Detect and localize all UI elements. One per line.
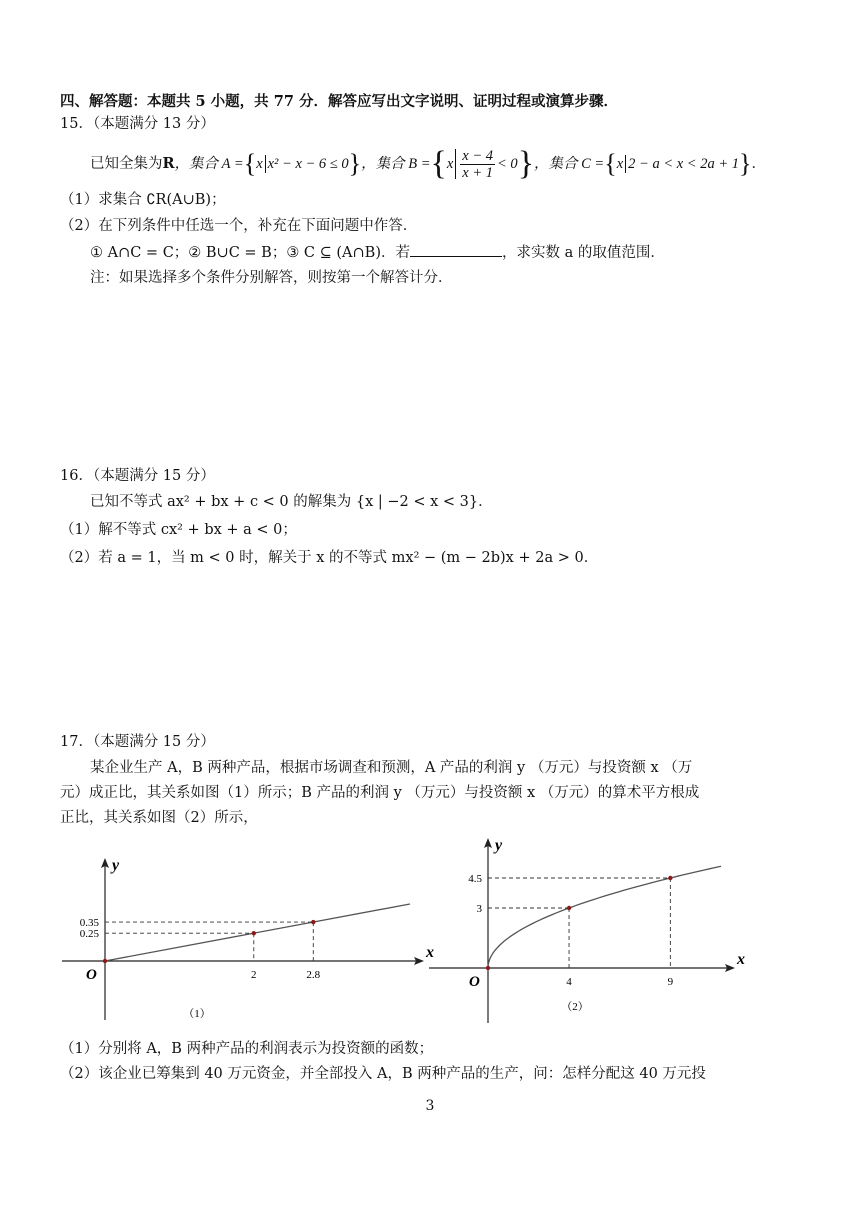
q15-setC-label: ，集合 C = bbox=[534, 156, 605, 172]
q15-stem bbox=[90, 146, 766, 182]
y-axis-label: y bbox=[495, 837, 503, 854]
q17-stem-line3: 正比，其关系如图（2）所示， bbox=[60, 810, 258, 826]
q15-answer-blank bbox=[410, 242, 502, 257]
q15-setA-label: ，集合 A = bbox=[174, 156, 244, 172]
y-tick-label: 4.5 bbox=[468, 873, 482, 885]
q15-part2: （2）在下列条件中任选一个，补充在下面问题中作答． bbox=[60, 218, 418, 234]
y-tick-label: 3 bbox=[476, 903, 482, 915]
q17-part2: （2）该企业已筹集到 40 万元资金，并全部投入 A，B 两种产品的生产，问：怎样分配这 40 万元投 bbox=[60, 1066, 706, 1082]
q17-number: 17．（本题满分 15 分） bbox=[60, 734, 215, 750]
section-header: 四、解答题：本题共 5 小题，共 77 分．解答应写出文字说明、证明过程或演算步骤． bbox=[60, 93, 618, 110]
x-axis-label: x bbox=[426, 944, 434, 961]
q17-stem-line1: 某企业生产 A，B 两种产品，根据市场调查和预测，A 产品的利润 y （万元）与投资额 x （万 bbox=[90, 760, 693, 776]
q15-part1: （1）求集合 ∁R(A∪B)； bbox=[60, 192, 226, 208]
q15-setC: { x 2 − a < x < 2a + 1 } bbox=[604, 149, 752, 178]
q15-conditions bbox=[90, 242, 665, 263]
x-tick-label: 2 bbox=[251, 969, 257, 981]
q16-number: 16．（本题满分 15 分） bbox=[60, 468, 215, 484]
x-tick-label: 9 bbox=[667, 976, 674, 988]
q15-conditions-tail: ，求实数 a 的取值范围． bbox=[501, 245, 665, 261]
page-number: 3 bbox=[425, 1098, 435, 1114]
q15-note: 注：如果选择多个条件分别解答，则按第一个解答计分． bbox=[90, 270, 453, 286]
q16-part1: （1）解不等式 cx² + bx + a < 0； bbox=[60, 522, 297, 538]
profit-curve bbox=[488, 866, 721, 968]
data-point bbox=[668, 876, 672, 880]
profit-line bbox=[105, 904, 410, 961]
figure-1-linear-profit bbox=[60, 855, 434, 1030]
q17-stem-line2: 元）成正比，其关系如图（1）所示；B 产品的利润 y （万元）与投资额 x （万元）的算术平方根成 bbox=[60, 785, 700, 801]
q15-stem-intro: 已知全集为 bbox=[90, 156, 163, 172]
origin-point bbox=[486, 966, 490, 970]
q15-setB: { x $\frac{x - 4}{x + 1}$ < 0 } bbox=[430, 145, 535, 182]
data-point bbox=[567, 906, 571, 910]
q15-setC-body: 2 − a < x < 2a + 1 bbox=[628, 156, 739, 172]
y-tick-label: 0.35 bbox=[79, 917, 99, 930]
q15-end: ． bbox=[751, 156, 766, 172]
figure-caption: （2） bbox=[561, 1001, 589, 1013]
q15-setB-tail: < 0 bbox=[497, 156, 518, 172]
q15-setA-body: x² − x − 6 ≤ 0 bbox=[267, 156, 349, 172]
data-point bbox=[252, 931, 256, 935]
q16-part2: （2）若 a = 1，当 m < 0 时，解关于 x 的不等式 mx² − (m − 2b)x + 2a > 0． bbox=[60, 550, 599, 566]
figure-2-sqrt-profit bbox=[425, 837, 745, 1023]
q15-universal-set: R bbox=[162, 155, 175, 172]
q15-setB-label: ，集合 B = bbox=[361, 156, 431, 172]
x-axis-label: x bbox=[737, 951, 745, 968]
q15-number: 15．（本题满分 13 分） bbox=[60, 116, 215, 132]
data-point bbox=[311, 920, 315, 924]
q15-setB-den: x + 1 bbox=[462, 164, 494, 181]
q17-part1: （1）分别将 A，B 两种产品的利润表示为投资额的函数； bbox=[60, 1041, 434, 1057]
q15-setB-num: x − 4 bbox=[462, 147, 494, 164]
y-axis-label: y bbox=[112, 857, 120, 874]
q15-conditions-text: ① A∩C = C；② B∪C = B；③ C ⊆ (A∩B)．若 bbox=[90, 245, 410, 261]
q16-stem: 已知不等式 ax² + bx + c < 0 的解集为 {x | −2 < x < 3}． bbox=[90, 494, 493, 510]
q15-setA: { x x² − x − 6 ≤ 0 } bbox=[243, 149, 362, 178]
figure-caption: （1） bbox=[183, 1008, 211, 1020]
origin-point bbox=[103, 959, 107, 963]
x-tick-label: 2.8 bbox=[306, 969, 321, 981]
origin-label: O bbox=[86, 967, 97, 983]
origin-label: O bbox=[469, 974, 480, 990]
x-tick-label: 4 bbox=[566, 976, 572, 988]
y-tick-label: 0.25 bbox=[79, 928, 99, 941]
